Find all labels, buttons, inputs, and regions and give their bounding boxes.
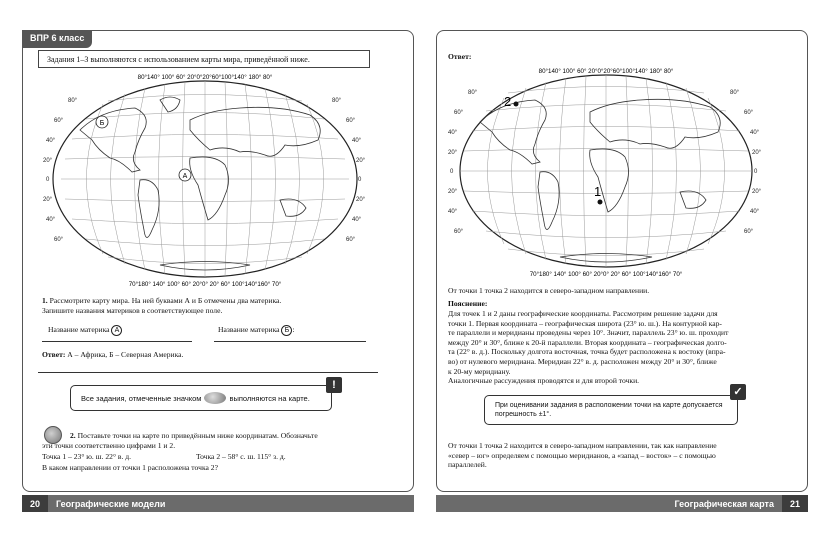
map-notice-box [70, 385, 332, 411]
conclusion-line: От точки 1 точка 2 находится в северо-западном направлении, так как направление [448, 441, 717, 450]
svg-text:80°: 80° [332, 98, 342, 104]
grading-note-box: При оценивании задания в расположении точки на карте допускается погрешность ±1°. [484, 395, 738, 425]
conclusion-line: «север – юг» определяем с помощью меридианов, а «запад – восток» – с помощью [448, 450, 716, 460]
svg-text:80°: 80° [468, 90, 478, 96]
svg-text:60°: 60° [454, 110, 464, 116]
svg-text:0: 0 [46, 177, 50, 183]
field-a-label [48, 325, 122, 336]
svg-text:40°: 40° [46, 138, 56, 144]
right-page-number: 21 [782, 495, 808, 512]
svg-text:60°: 60° [346, 237, 356, 243]
field-b-text: Название материка [218, 325, 280, 334]
world-map-right [448, 64, 764, 278]
lon-top-labels: 80°140° 100° 60° 20°0°20°60°100°140° 180° 80° [137, 74, 273, 81]
svg-text:40°: 40° [352, 217, 362, 223]
svg-text:0: 0 [358, 177, 362, 183]
marker-a-label: А [182, 173, 188, 180]
q2-question: В каком направлении от точки 1 расположена точка 2? [42, 463, 218, 472]
globe-icon [204, 392, 226, 404]
q1-number: 1. [42, 296, 48, 305]
q1-text [42, 296, 374, 315]
q1-line2: Запишите названия материков в соответствующее поле. [42, 305, 223, 315]
field-b-label: Название материка Б : [218, 325, 295, 334]
field-a-mark: А [111, 325, 122, 336]
explanation-line: точки 1. Первая координата – географическая широта (23° ю. ш.). На контурной кар- [448, 318, 722, 328]
map-right-svg [448, 64, 764, 278]
lon-bottom-labels: 70°180° 140° 100° 60° 20°0° 20° 60° 100°140°160° 70° [128, 281, 282, 288]
svg-text:40°: 40° [750, 209, 760, 215]
explanation-block [448, 309, 760, 386]
notice-text-before: Все задания, отмеченные значком [81, 393, 202, 403]
svg-text:20°: 20° [356, 197, 366, 203]
svg-text:60°: 60° [346, 118, 356, 124]
explanation-label: Пояснение: [448, 299, 488, 308]
explanation-line: к 20-му меридиану. [448, 366, 511, 376]
world-map-left [40, 70, 370, 288]
q2-text [70, 431, 370, 441]
explanation-line: между 20° и 30°, ближе к 20-й параллели. Вторая координата – географическая долго- [448, 337, 727, 347]
q1-answer-label: Ответ: [42, 350, 66, 359]
q2-point2: Точка 2 – 58° с. ш. 115° з. д. [196, 452, 286, 461]
point-2-label: 2 [504, 94, 512, 109]
right-footer [436, 495, 808, 512]
right-lon-top: 80°140° 100° 60° 20°0°20°60°100°140° 180° 80° [538, 68, 674, 75]
field-a-input[interactable] [42, 341, 192, 342]
svg-text:80°: 80° [68, 98, 78, 104]
svg-text:60°: 60° [54, 237, 64, 243]
grade-tag: ВПР 6 класс [22, 30, 92, 48]
q2-line2: эти точки соответственно цифрами 1 и 2. [42, 441, 176, 450]
q1-answer [42, 350, 183, 360]
divider [38, 372, 378, 373]
left-footer [22, 495, 414, 512]
q2-point1: Точка 1 – 23° ю. ш. 22° в. д. [42, 452, 132, 461]
svg-text:60°: 60° [54, 118, 64, 124]
svg-text:60°: 60° [744, 110, 754, 116]
left-page-number: 20 [22, 495, 48, 512]
svg-text:20°: 20° [448, 189, 458, 195]
svg-text:40°: 40° [46, 217, 56, 223]
point-1-label: 1 [594, 184, 602, 199]
svg-text:20°: 20° [448, 150, 458, 156]
svg-text:20°: 20° [752, 150, 762, 156]
point-2-dot [514, 102, 519, 107]
explanation-line: та (22° в. д.). Поскольку долгота восточная, точка будет расположена к востоку (впра- [448, 347, 726, 357]
task-intro-box: Задания 1–3 выполняются с использованием карты мира, приведённой ниже. [38, 50, 370, 68]
svg-text:0: 0 [754, 169, 758, 175]
exclamation-icon: ! [326, 377, 342, 393]
conclusion-line: параллелей. [448, 460, 487, 470]
explanation-line: Аналогичные рассуждения проводятся и для второй точки. [448, 376, 640, 386]
q1-line1: Рассмотрите карту мира. На ней буквами А и Б отмечены два материка. [49, 296, 282, 305]
svg-text:20°: 20° [43, 158, 53, 164]
right-answer-label: Ответ: [448, 52, 472, 61]
marker-b-label: Б [99, 120, 105, 127]
q2-line1: Поставьте точки на карте по приведённым ниже координатам. Обозначьте [77, 431, 318, 440]
field-b-mark: Б [281, 325, 292, 336]
svg-text:0: 0 [450, 169, 454, 175]
right-answer-line: От точки 1 точка 2 находится в северо-западном направлении. [448, 286, 650, 295]
right-footer-title: Географическая карта [674, 498, 774, 509]
q2-number: 2. [70, 431, 76, 440]
svg-text:40°: 40° [750, 130, 760, 136]
right-lon-bottom: 70°180° 140° 100° 60° 20°0° 20° 60° 100°140°160° 70° [529, 271, 683, 278]
svg-text:80°: 80° [730, 90, 740, 96]
svg-text:40°: 40° [352, 138, 362, 144]
svg-text:20°: 20° [43, 197, 53, 203]
point-1-dot [598, 200, 603, 205]
svg-text:60°: 60° [454, 229, 464, 235]
svg-text:20°: 20° [752, 189, 762, 195]
svg-text:40°: 40° [448, 130, 458, 136]
field-a-text: Название материка [48, 325, 110, 334]
explanation-line: во) от нулевого меридиана. Меридиан 22° в. д. расположен между 20° и 30°, ближе [448, 356, 717, 366]
svg-text:20°: 20° [356, 158, 366, 164]
explanation-line: те параллели и меридианы проведены через 10°. Значит, параллель 23° ю. ш. проходит [448, 328, 729, 338]
explanation-line: Для точек 1 и 2 даны географические координаты. Рассмотрим решение задачи для [448, 309, 718, 318]
conclusion-block [448, 441, 760, 470]
svg-text:40°: 40° [448, 209, 458, 215]
q1-answer-text: А – Африка, Б – Северная Америка. [67, 350, 184, 359]
notice-text-after: выполняются на карте. [229, 393, 310, 403]
checkmark-icon: ✓ [730, 384, 746, 400]
left-footer-title: Географические модели [56, 498, 166, 509]
svg-text:60°: 60° [744, 229, 754, 235]
field-b-input[interactable] [214, 341, 366, 342]
map-left-svg [40, 70, 370, 288]
